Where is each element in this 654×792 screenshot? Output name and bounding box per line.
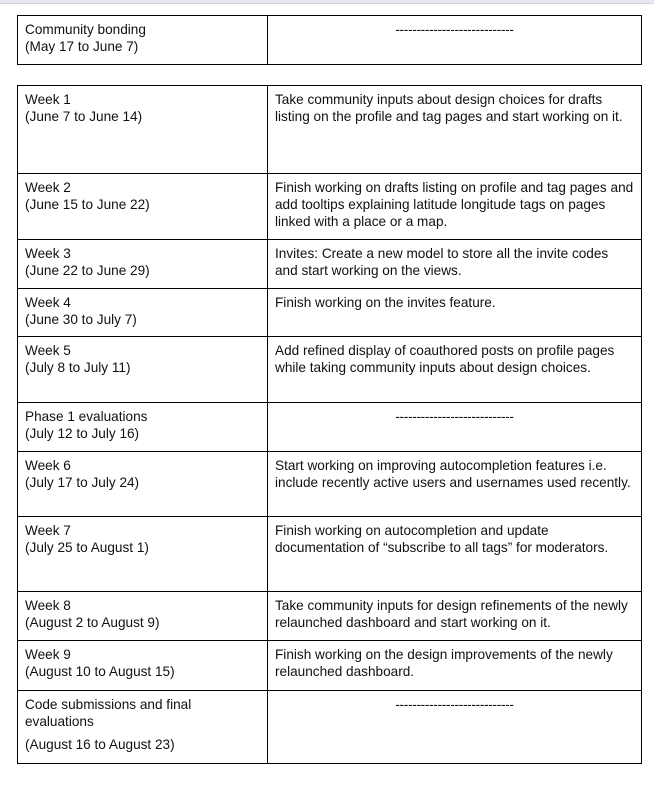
task-cell: ---------------------------- <box>268 403 642 452</box>
phase-dates: (June 22 to June 29) <box>25 263 150 278</box>
table-row <box>18 240 642 289</box>
task-cell: Start working on improving autocompletion features i.e. include recently active users and usernames used recently. <box>268 452 642 517</box>
table-row <box>18 403 642 452</box>
phase-dates: (August 2 to August 9) <box>25 615 160 630</box>
phase-cell <box>18 517 268 592</box>
task-cell: Invites: Create a new model to store all the invite codes and start working on the views. <box>268 240 642 289</box>
phase-cell <box>18 240 268 289</box>
phase-cell <box>18 403 268 452</box>
task-cell: Finish working on autocompletion and update documentation of “subscribe to all tags” for moderators. <box>268 517 642 592</box>
phase-label: Week 9 <box>25 647 71 662</box>
phase-dates: (July 25 to August 1) <box>25 540 149 555</box>
task-cell: ---------------------------- <box>268 16 642 65</box>
phase-cell <box>18 16 268 65</box>
phase-cell <box>18 86 268 174</box>
table-row <box>18 337 642 403</box>
task-cell: Finish working on the invites feature. <box>268 289 642 337</box>
table-row <box>18 691 642 764</box>
task-cell: Finish working on drafts listing on profile and tag pages and add tooltips explaining latitude longitude tags on pages linked with a place or a map. <box>268 174 642 240</box>
phase-cell <box>18 289 268 337</box>
phase-dates: (June 30 to July 7) <box>25 312 137 327</box>
task-cell: Take community inputs for design refinements of the newly relaunched dashboard and start working on it. <box>268 592 642 641</box>
phase-dates: (June 15 to June 22) <box>25 197 150 212</box>
phase-label: Phase 1 evaluations <box>25 409 148 424</box>
table-row <box>18 641 642 691</box>
phase-label: Week 1 <box>25 92 71 107</box>
task-cell: ---------------------------- <box>268 691 642 764</box>
table-row <box>18 86 642 174</box>
phase-label: Week 2 <box>25 180 71 195</box>
phase-label: Week 7 <box>25 523 71 538</box>
phase-label: Code submissions and final evaluations <box>25 697 192 729</box>
phase-label: Week 6 <box>25 458 71 473</box>
task-cell: Add refined display of coauthored posts on profile pages while taking community inputs about design choices. <box>268 337 642 403</box>
table-row <box>18 452 642 517</box>
phase-label: Week 8 <box>25 598 71 613</box>
task-cell: Take community inputs about design choices for drafts listing on the profile and tag pages and start working on it. <box>268 86 642 174</box>
phase-label: Week 3 <box>25 246 71 261</box>
table-row <box>18 174 642 240</box>
phase-dates: (August 16 to August 23) <box>25 737 175 752</box>
phase-cell <box>18 641 268 691</box>
timeline-table <box>17 85 642 764</box>
table-row <box>18 517 642 592</box>
phase-dates: (July 12 to July 16) <box>25 426 140 441</box>
phase-cell <box>18 452 268 517</box>
table-row <box>18 16 642 65</box>
phase-dates: (June 7 to June 14) <box>25 109 143 124</box>
phase-cell <box>18 691 268 764</box>
table-row <box>18 289 642 337</box>
table-row <box>18 592 642 641</box>
phase-dates: (May 17 to June 7) <box>25 39 139 54</box>
phase-cell <box>18 337 268 403</box>
phase-cell <box>18 174 268 240</box>
task-cell: Finish working on the design improvements of the newly relaunched dashboard. <box>268 641 642 691</box>
phase-dates: (July 8 to July 11) <box>25 360 131 375</box>
community-bonding-table <box>17 15 642 65</box>
phase-label: Community bonding <box>25 22 146 37</box>
phase-cell <box>18 592 268 641</box>
phase-dates: (August 10 to August 15) <box>25 664 175 679</box>
phase-dates: (July 17 to July 24) <box>25 475 140 490</box>
phase-label: Week 5 <box>25 343 71 358</box>
page-top-edge <box>0 0 654 4</box>
phase-label: Week 4 <box>25 295 71 310</box>
